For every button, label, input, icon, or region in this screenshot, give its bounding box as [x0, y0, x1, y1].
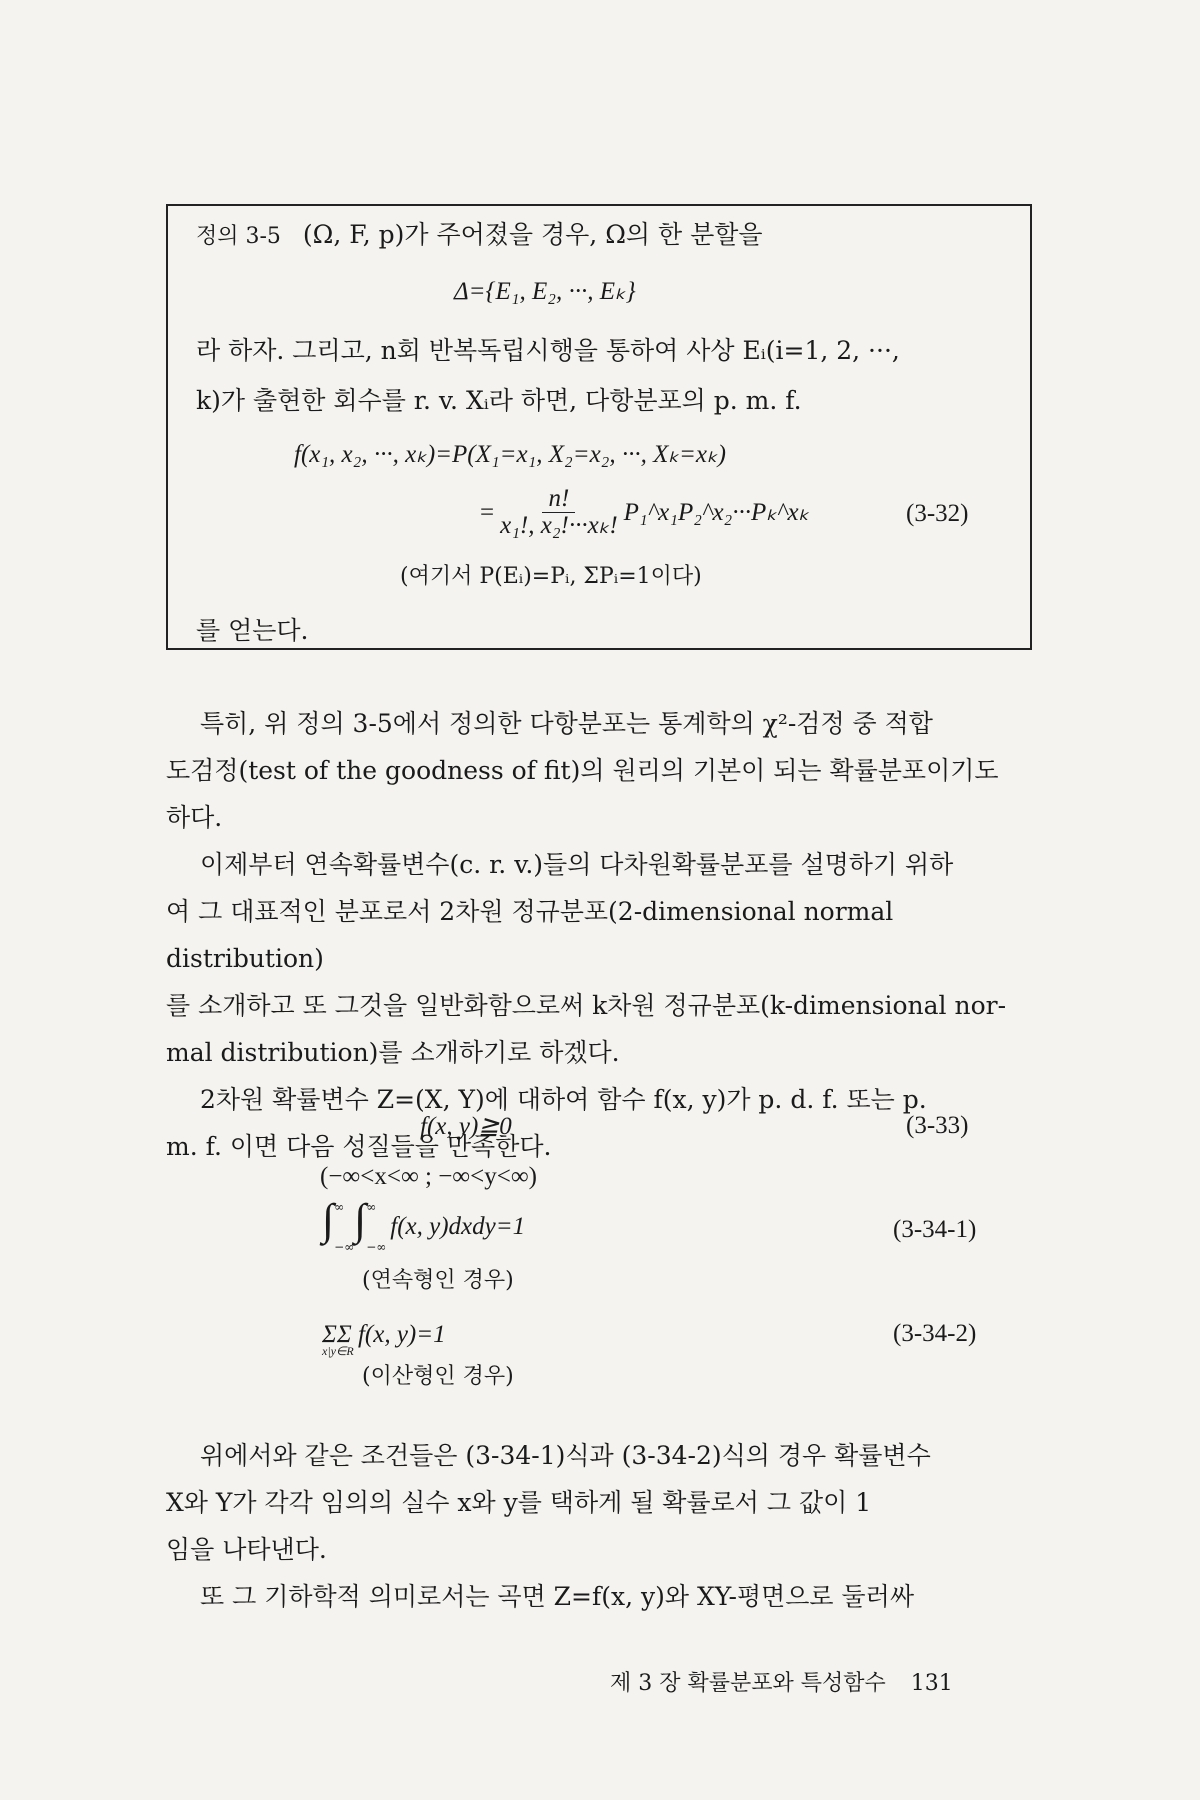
- pmf-lhs: f(x₁, x₂, ···, xₖ)=P(X₁=x₁, X₂=x₂, ···, Xₖ=xₖ): [294, 441, 726, 468]
- equation-3-33: f(x, y)≧0: [420, 1113, 512, 1140]
- pmf-equals: =: [480, 498, 495, 526]
- equation-3-34-1: [322, 1195, 526, 1254]
- definition-text1: (Ω, F, p)가 주어졌을 경우, Ω의 한 분할을: [302, 220, 763, 249]
- definition-label: 정의 3-5: [196, 224, 281, 249]
- definition-line3: k)가 출현한 회수를 r. v. Xᵢ라 하면, 다항분포의 p. m. f.: [196, 386, 802, 415]
- integral-sign-2: ∫: [354, 1195, 367, 1244]
- integral-lower-1: −∞: [334, 1240, 355, 1254]
- running-footer: [610, 1666, 953, 1697]
- pmf-fraction: [494, 486, 624, 539]
- integral-upper-1: ∞: [334, 1200, 345, 1214]
- para2-line4: mal distribution)를 소개하기로 하겠다.: [166, 1038, 620, 1067]
- chapter-title: 제 3 장 확률분포와 특성함수: [610, 1671, 886, 1696]
- integral-upper-2: ∞: [366, 1200, 377, 1214]
- equation-3-34-2: ΣΣ f(x, y)=1: [322, 1321, 446, 1348]
- para4-line3: 임을 나타낸다.: [166, 1535, 327, 1564]
- pmf-tail: P₁^x₁P₂^x₂···Pₖ^xₖ: [623, 498, 810, 526]
- pmf-numerator: n!: [542, 486, 575, 513]
- integral-body: f(x, y)dxdy=1: [390, 1213, 526, 1240]
- pmf-denominator: x₁!, x₂!···xₖ!: [500, 512, 618, 539]
- para1-line2: 도검정(test of the goodness of fit)의 원리의 기본이 되는 확률분포이기도: [166, 756, 999, 785]
- para4-line1: 위에서와 같은 조건들은 (3-34-1)식과 (3-34-2)식의 경우 확률변수: [200, 1441, 931, 1470]
- para2-line1: 이제부터 연속확률변수(c. r. v.)들의 다차원확률분포를 설명하기 위하: [200, 850, 954, 879]
- pmf-rhs: [480, 486, 809, 539]
- page-number: 131: [910, 1671, 953, 1696]
- body-paragraphs: [166, 700, 1036, 1170]
- para3-line1: 2차원 확률변수 Z=(X, Y)에 대하여 함수 f(x, y)가 p. d. f. 또는 p.: [200, 1085, 927, 1114]
- sum-subscript: x|y∈R: [322, 1344, 354, 1358]
- definition-closing: 를 얻는다.: [196, 616, 309, 645]
- para5-line1: 또 그 기하학적 의미로서는 곡면 Z=f(x, y)와 XY-평면으로 둘러싸: [200, 1582, 914, 1611]
- para2-line2: 여 그 대표적인 분포로서 2차원 정규분포(2-dimensional normal distribution): [166, 897, 894, 973]
- integral-lower-2: −∞: [366, 1240, 387, 1254]
- definition-line1: [196, 218, 763, 254]
- definition-note: (여기서 P(Eᵢ)=Pᵢ, ΣPᵢ=1이다): [400, 564, 702, 589]
- equation-number-3-34-2: (3-34-2): [893, 1320, 977, 1347]
- equation-number-3-33: (3-33): [906, 1112, 969, 1139]
- equation-number-3-32: (3-32): [906, 500, 969, 527]
- para1-line1: 특히, 위 정의 3-5에서 정의한 다항분포는 통계학의 χ²-검정 중 적합: [200, 709, 933, 738]
- discrete-note: (이산형인 경우): [362, 1364, 514, 1389]
- para4-line2: X와 Y가 각각 임의의 실수 x와 y를 택하게 될 확률로서 그 값이 1: [166, 1488, 872, 1517]
- integral-sign-1: ∫: [322, 1195, 335, 1244]
- body-paragraphs-2: [166, 1432, 1036, 1620]
- equation-number-3-34-1: (3-34-1): [893, 1216, 977, 1243]
- para2-line3: 를 소개하고 또 그것을 일반화함으로써 k차원 정규분포(k-dimensional nor-: [166, 991, 1007, 1020]
- equation-range: (−∞<x<∞ ; −∞<y<∞): [320, 1163, 537, 1190]
- partition-formula: Δ={E₁, E₂, ···, Eₖ}: [454, 278, 636, 305]
- para3-line2: m. f. 이면 다음 성질들을 만족한다.: [166, 1132, 552, 1161]
- para1-line3: 하다.: [166, 803, 223, 832]
- continuous-note: (연속형인 경우): [362, 1268, 514, 1293]
- definition-line2: 라 하자. 그리고, n회 반복독립시행을 통하여 사상 Eᵢ(i=1, 2, ···,: [196, 336, 900, 365]
- double-integral: [322, 1195, 387, 1254]
